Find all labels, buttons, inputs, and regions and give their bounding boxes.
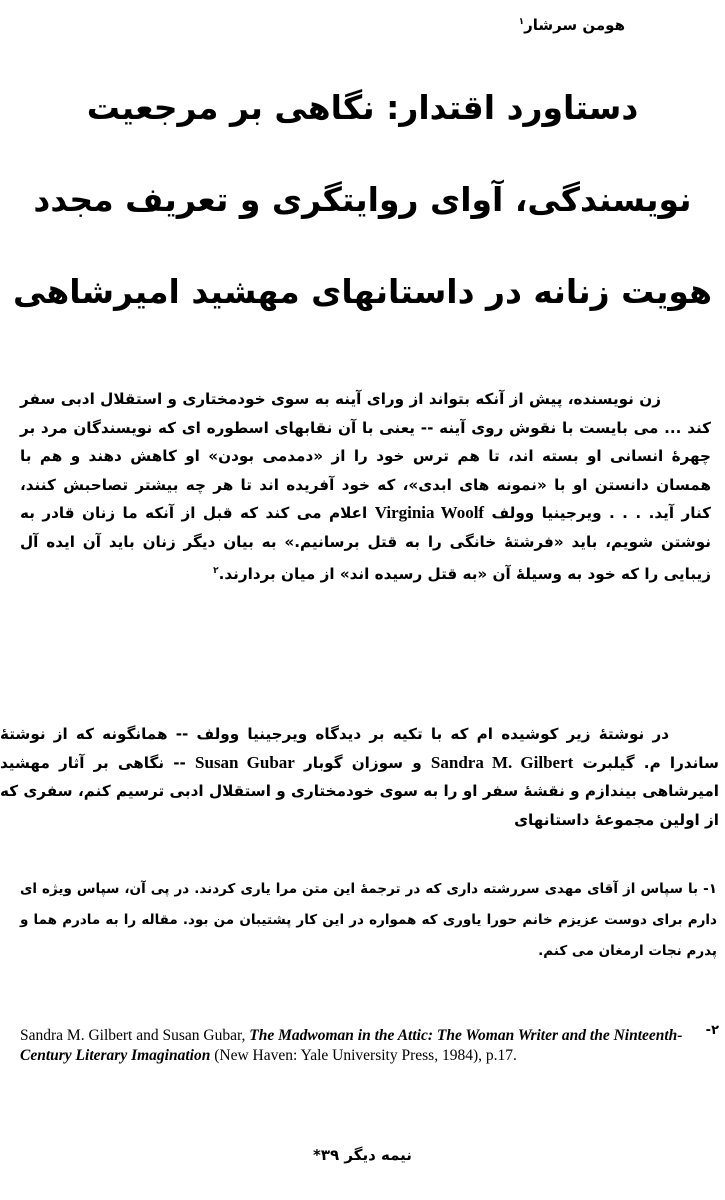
epigraph-text-1: زن نویسنده، پیش از آنکه بتواند از ورای آینه به سوی خودمختاری و استقلال ادبی سفر کند ... می بایست با نقوش روی آینه -- یعنی با آن نقابهای اسطوره ای که نویسندگان مرد بر چهرهٔ انسانی او بسته اند، تا هم ترس خود را از «دمدمی بودن» او کاهش دهند و هم با همسان دانستن او با «نمونه های ابدی»، که خود آفریده اند تا هر چه بیشتر تصاحبش کنند، کنار آید. . . . ویرجینیا وولف — [20, 390, 711, 523]
body-text-3: -- نگاهی بر آثار مهشید امیرشاهی بیندازم و نقشهٔ سفر او را به سوی خودمختاری و استقلال ادبی ترسیم کنم، سفری که از اولین مجموعهٔ داستانهای — [0, 753, 719, 829]
footnote-2-number: ۲- — [705, 1023, 719, 1038]
footnote-2-reference — [20, 1026, 711, 1066]
reference-publication: (New Haven: Yale University Press, 1984), p.17. — [214, 1047, 517, 1064]
epigraph-text-2: اعلام می کند که قبل از آنکه ما زنان قادر به نوشتن شویم، باید «فرشتهٔ خانگی را به قتل برسانیم.» به بیان دیگر زنان باید آن ایده آل زیبایی را که خود به وسیلهٔ آن «به قتل رسیده اند» از میان بردارند. — [20, 504, 711, 583]
body-text-1: در نوشتهٔ زیر کوشیده ام که با تکیه بر دیدگاه ویرجینیا وولف -- همانگونه که از نوشتهٔ ساندرا م. گیلبرت — [0, 725, 719, 772]
author-footnote-mark: ۱ — [518, 17, 525, 27]
author-text: هومن سرشار — [524, 16, 625, 34]
reference-authors: Sandra M. Gilbert and Susan Gubar, — [20, 1027, 246, 1044]
reference-book-title: The Madwoman in the Attic: The Woman Writer and the Ninteenth-Century Literary Imagination — [20, 1027, 683, 1064]
footnote-1: ۱- با سپاس از آقای مهدی سررشته داری که در ترجمهٔ این متن مرا یاری کردند. در پی آن، سپاس ویژه ای دارم برای دوست عزیزم خانم حورا یاوری که همواره در این کار پشتیبان من بود. مقاله را به مادرم هما و پدرم نجات ارمغان می کنم. — [20, 881, 717, 959]
epigraph-paragraph — [20, 385, 711, 588]
epigraph-footnote-mark: ۲ — [213, 565, 219, 576]
body-paragraph — [0, 720, 719, 834]
article-title-line-1: دستاورد اقتدار: نگاهی بر مرجعیت — [86, 88, 639, 127]
body-latin-name-1: Sandra M. Gilbert — [430, 752, 574, 772]
body-text-2: و سوزان گوبار — [304, 753, 422, 772]
author-name — [519, 16, 625, 34]
body-latin-name-2: Susan Gubar — [195, 752, 295, 772]
article-title-line-3: هویت زنانه در داستانهای مهشید امیرشاهی — [12, 272, 712, 311]
page-footer: نیمه دیگر ۳۹* — [313, 1146, 412, 1164]
article-title-line-2: نویسندگی، آوای روایتگری و تعریف مجدد — [33, 180, 692, 219]
epigraph-latin-name: Virginia Woolf — [374, 503, 485, 523]
